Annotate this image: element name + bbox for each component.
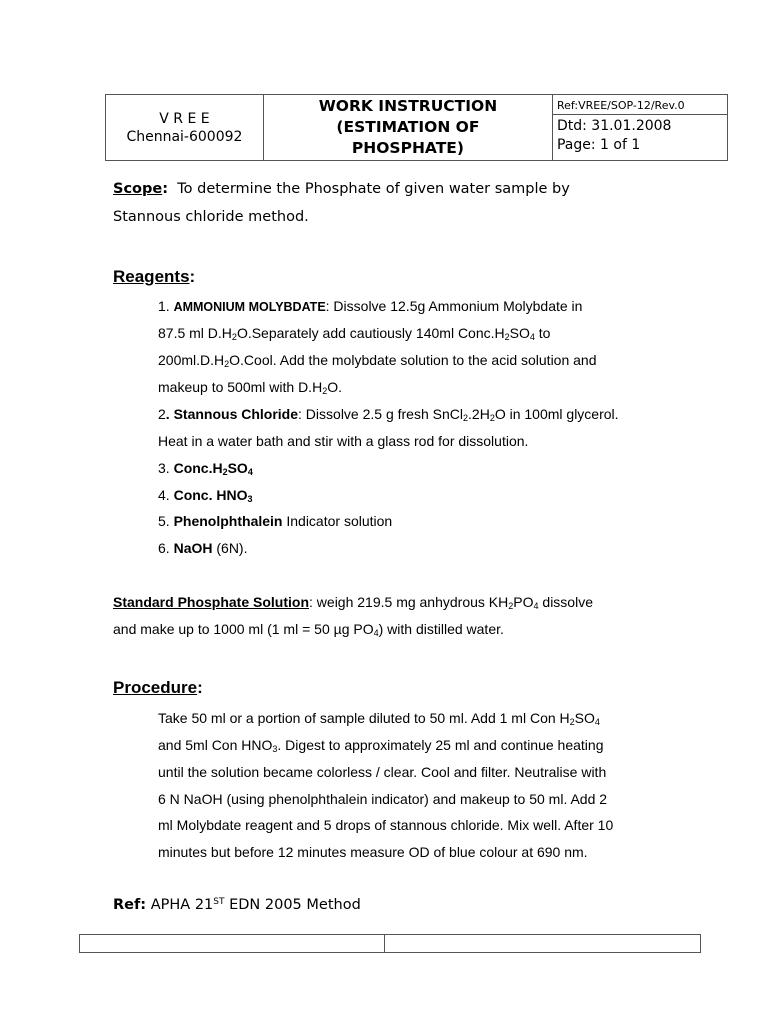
org-city: Chennai-600092 xyxy=(126,128,243,145)
doc-title-line3: PHOSPHATE) xyxy=(351,139,464,157)
footer-table xyxy=(79,934,701,953)
reagent-1-line4: makeup to 500ml with $D.H_2O$. xyxy=(158,379,342,396)
org-name: V R E E xyxy=(159,110,210,127)
reagent-2-line1: 2. Stannous Chloride: Dissolve 2.5 g fresh $SnCl_2.2H_2O$ in 100ml glycerol. xyxy=(158,406,619,423)
reagent-1-name: AMMONIUM MOLYBDATE xyxy=(173,300,326,314)
procedure-line2: and 5ml Con $HNO_3$. Digest to approximately 25 ml and continue heating xyxy=(158,737,604,754)
title-cell xyxy=(263,95,552,161)
header-table xyxy=(105,94,728,161)
procedure-line1: Take 50 ml or a portion of sample diluted to 50 ml. Add 1 ml Con $H_2SO_4$ xyxy=(158,710,600,727)
reagent-4: 4. Conc. $HNO_3$ xyxy=(158,487,253,504)
procedure-line5: ml Molybdate reagent and 5 drops of stannous chloride. Mix well. After 10 xyxy=(158,817,614,833)
reagent-3: 3. $Conc.H_2SO_4$ xyxy=(158,460,253,477)
procedure-line3: until the solution became colorless / clear. Cool and filter. Neutralise with xyxy=(158,764,607,780)
procedure-line6: minutes but before 12 minutes measure OD of blue colour at 690 nm. xyxy=(158,844,588,860)
reagent-1-line3: $200ml.D.H_2O.Cool$. Add the molybdate solution to the acid solution and xyxy=(158,352,597,369)
reagent-6: 6. NaOH (6N). xyxy=(158,540,248,556)
doc-title-line2: (ESTIMATION OF xyxy=(336,118,480,136)
scope-line1: Scope: To determine the Phosphate of given water sample by xyxy=(113,181,570,197)
org-cell xyxy=(106,95,264,161)
doc-ref: Ref:VREE/SOP-12/Rev.0 xyxy=(553,97,727,115)
scope-line2: Stannous chloride method. xyxy=(113,209,309,225)
reference-line: Ref: APHA 21ST EDN 2005 Method xyxy=(113,897,361,913)
doc-date: Dtd: 31.01.2008 xyxy=(556,117,672,134)
standard-label: Standard Phosphate Solution xyxy=(113,594,310,610)
reagent-2-line2: Heat in a water bath and stir with a glass rod for dissolution. xyxy=(158,433,529,449)
reagent-1-line2: 87.5 ml $D.H_2O.Separately$ add cautiously 140ml $Conc.H_2SO_4$ to xyxy=(158,325,551,342)
reagent-5: 5. Phenolphthalein Indicator solution xyxy=(158,513,393,529)
reagent-2-name: . Stannous Chloride xyxy=(165,406,299,422)
reference-label: Ref: xyxy=(113,897,147,913)
scope-text1: To determine the Phosphate of given water sample by xyxy=(177,181,570,197)
reagent-1-line1: 1. AMMONIUM MOLYBDATE: Dissolve 12.5g Ammonium Molybdate in xyxy=(158,298,583,314)
footer-cell-right xyxy=(384,935,700,953)
scope-label: Scope xyxy=(113,181,163,197)
doc-title-line1: WORK INSTRUCTION xyxy=(318,97,498,115)
footer-cell-left xyxy=(80,935,385,953)
procedure-heading: Procedure: xyxy=(113,678,203,697)
doc-page: Page: 1 of 1 xyxy=(556,136,641,153)
reagents-heading: Reagents: xyxy=(113,267,196,286)
meta-cell xyxy=(552,95,727,161)
procedure-line4: 6 N NaOH (using phenolphthalein indicator) and makeup to 50 ml. Add 2 xyxy=(158,791,608,807)
standard-line1: Standard Phosphate Solution: weigh 219.5 mg anhydrous $KH_2PO_4$ dissolve xyxy=(113,594,593,611)
standard-line2: and make up to 1000 ml (1 ml = 50 µg $PO_4$) with distilled water. xyxy=(113,621,504,638)
